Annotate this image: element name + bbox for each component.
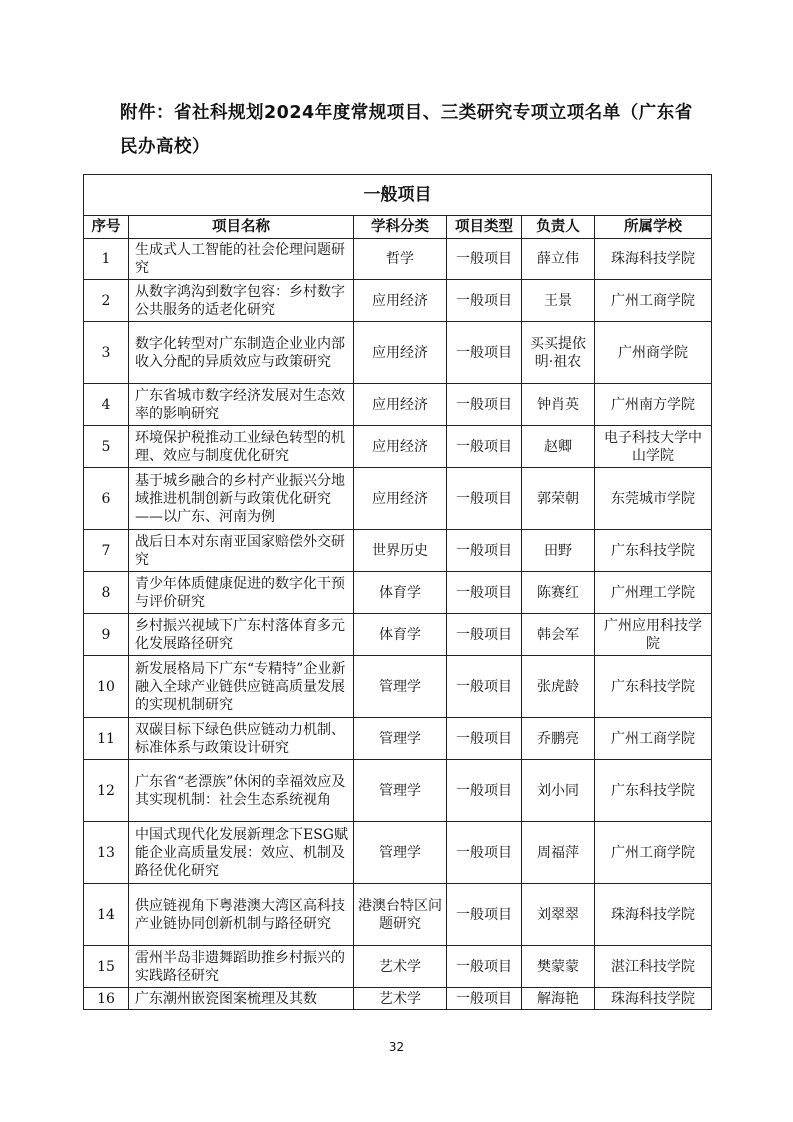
project-type: 一般项目 [447,946,522,988]
page-number: 32 [388,1040,405,1054]
project-type: 一般项目 [447,614,522,656]
table-row [84,239,712,280]
project-type: 一般项目 [447,426,522,468]
project-name: 中国式现代化发展新理念下ESG赋能企业高质量发展：效应、机制及路径优化研究 [129,822,354,884]
row-index: 13 [84,822,129,884]
discipline: 应用经济 [354,322,447,384]
school: 广州南方学院 [595,384,712,426]
project-type: 一般项目 [447,718,522,760]
table-row [84,988,712,1010]
row-index: 12 [84,760,129,822]
row-index: 10 [84,656,129,718]
school: 广州工商学院 [595,718,712,760]
row-index: 7 [84,530,129,572]
project-type: 一般项目 [447,468,522,530]
project-name: 战后日本对东南亚国家赔偿外交研究 [129,530,354,572]
discipline: 体育学 [354,614,447,656]
school: 广州工商学院 [595,280,712,322]
project-type: 一般项目 [447,822,522,884]
leader: 解海艳 [522,988,595,1010]
header-leader: 负责人 [522,216,595,239]
leader: 周福萍 [522,822,595,884]
school: 广州商学院 [595,322,712,384]
table-header-row [84,216,712,239]
leader: 买买提依明·祖农 [522,322,595,384]
school: 珠海科技学院 [595,239,712,280]
table-row [84,760,712,822]
table-row [84,322,712,384]
leader: 刘翠翠 [522,884,595,946]
school: 广州理工学院 [595,572,712,614]
school: 广东科技学院 [595,760,712,822]
table-row [84,572,712,614]
project-type: 一般项目 [447,280,522,322]
table-row [84,468,712,530]
row-index: 11 [84,718,129,760]
table-body [84,239,712,1010]
discipline: 管理学 [354,718,447,760]
leader: 赵卿 [522,426,595,468]
table-caption: 一般项目 [84,175,712,216]
discipline: 哲学 [354,239,447,280]
row-index: 14 [84,884,129,946]
header-project-type: 项目类型 [447,216,522,239]
discipline: 港澳台特区问题研究 [354,884,447,946]
project-table [83,174,712,1010]
discipline: 应用经济 [354,384,447,426]
school: 珠海科技学院 [595,884,712,946]
project-name: 广东省城市数字经济发展对生态效率的影响研究 [129,384,354,426]
table-row [84,884,712,946]
project-type: 一般项目 [447,239,522,280]
project-name: 乡村振兴视域下广东村落体育多元化发展路径研究 [129,614,354,656]
leader: 张虎龄 [522,656,595,718]
leader: 田野 [522,530,595,572]
project-type: 一般项目 [447,884,522,946]
discipline: 应用经济 [354,468,447,530]
row-index: 1 [84,239,129,280]
project-name: 新发展格局下广东“专精特”企业新融入全球产业链供应链高质量发展的实现机制研究 [129,656,354,718]
project-type: 一般项目 [447,384,522,426]
header-index: 序号 [84,216,129,239]
school: 湛江科技学院 [595,946,712,988]
project-type: 一般项目 [447,572,522,614]
table-caption-row [84,175,712,216]
leader: 钟肖英 [522,384,595,426]
school: 广州应用科技学院 [595,614,712,656]
table-row [84,614,712,656]
discipline: 管理学 [354,760,447,822]
document-title: 附件：省社科规划2024年度常规项目、三类研究专项立项名单（广东省民办高校） [120,103,693,157]
discipline: 艺术学 [354,946,447,988]
school: 电子科技大学中山学院 [595,426,712,468]
project-name: 生成式人工智能的社会伦理问题研究 [129,239,354,280]
row-index: 8 [84,572,129,614]
project-name: 双碳目标下绿色供应链动力机制、标准体系与政策设计研究 [129,718,354,760]
leader: 乔鹏亮 [522,718,595,760]
discipline: 管理学 [354,656,447,718]
table-row [84,718,712,760]
discipline: 艺术学 [354,988,447,1010]
leader: 韩会军 [522,614,595,656]
table-row [84,530,712,572]
leader: 刘小同 [522,760,595,822]
row-index: 5 [84,426,129,468]
discipline: 管理学 [354,822,447,884]
leader: 陈赛红 [522,572,595,614]
row-index: 6 [84,468,129,530]
table-row [84,822,712,884]
project-name: 环境保护税推动工业绿色转型的机理、效应与制度优化研究 [129,426,354,468]
row-index: 9 [84,614,129,656]
project-name: 雷州半岛非遗舞蹈助推乡村振兴的实践路径研究 [129,946,354,988]
row-index: 3 [84,322,129,384]
project-type: 一般项目 [447,656,522,718]
school: 广州工商学院 [595,822,712,884]
table-row [84,656,712,718]
header-project-name: 项目名称 [129,216,354,239]
school: 广东科技学院 [595,656,712,718]
project-name: 广东省“老漂族”休闲的幸福效应及其实现机制：社会生态系统视角 [129,760,354,822]
row-index: 16 [84,988,129,1010]
discipline: 体育学 [354,572,447,614]
school: 珠海科技学院 [595,988,712,1010]
table-row [84,946,712,988]
discipline: 世界历史 [354,530,447,572]
row-index: 2 [84,280,129,322]
leader: 郭荣朝 [522,468,595,530]
row-index: 4 [84,384,129,426]
project-name: 青少年体质健康促进的数字化干预与评价研究 [129,572,354,614]
project-name: 从数字鸿沟到数字包容：乡村数字公共服务的适老化研究 [129,280,354,322]
leader: 樊蒙蒙 [522,946,595,988]
project-type: 一般项目 [447,760,522,822]
row-index: 15 [84,946,129,988]
discipline: 应用经济 [354,280,447,322]
project-name: 广东潮州嵌瓷图案梳理及其数 [129,988,354,1010]
header-school: 所属学校 [595,216,712,239]
leader: 王景 [522,280,595,322]
table-row [84,426,712,468]
table-row [84,280,712,322]
table-row [84,384,712,426]
project-type: 一般项目 [447,988,522,1010]
project-type: 一般项目 [447,322,522,384]
leader: 薛立伟 [522,239,595,280]
project-name: 数字化转型对广东制造企业业内部收入分配的异质效应与政策研究 [129,322,354,384]
header-discipline: 学科分类 [354,216,447,239]
discipline: 应用经济 [354,426,447,468]
school: 广东科技学院 [595,530,712,572]
project-type: 一般项目 [447,530,522,572]
school: 东莞城市学院 [595,468,712,530]
project-name: 供应链视角下粤港澳大湾区高科技产业链协同创新机制与路径研究 [129,884,354,946]
project-name: 基于城乡融合的乡村产业振兴分地域推进机制创新与政策优化研究——以广东、河南为例 [129,468,354,530]
